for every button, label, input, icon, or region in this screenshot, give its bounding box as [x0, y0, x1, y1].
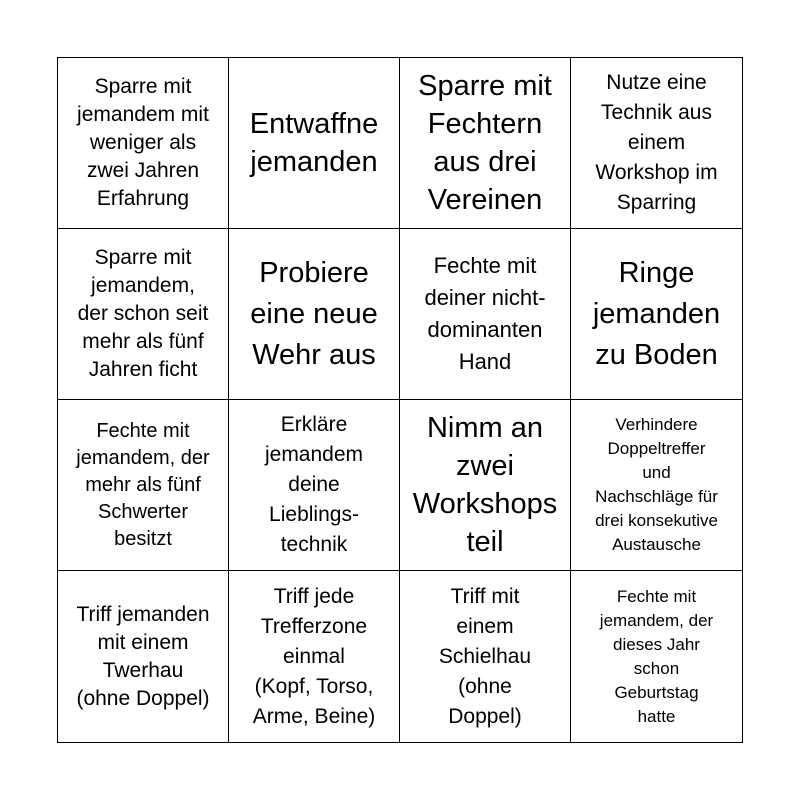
bingo-cell[interactable] — [58, 571, 229, 742]
bingo-cell-text: Fechte mit jemandem, der dieses Jahr schon Geburtstag hatte — [599, 586, 714, 726]
bingo-cell[interactable] — [229, 229, 400, 400]
bingo-cell-text: Triff jede Trefferzone einmal (Kopf, Torso, Arme, Beine) — [252, 584, 376, 728]
bingo-cell[interactable] — [400, 571, 571, 742]
bingo-cell-text: Sparre mit jemandem mit weniger als zwei Jahren Erfahrung — [77, 75, 209, 210]
bingo-cell-text: Sparre mit jemandem, der schon seit mehr als fünf Jahren ficht — [77, 246, 209, 381]
bingo-cell[interactable] — [400, 400, 571, 571]
bingo-cell-text: Triff jemanden mit einem Twerhau (ohne Doppel) — [76, 602, 210, 710]
bingo-cell-text: Nutze eine Technik aus einem Workshop im Sparring — [595, 71, 718, 214]
bingo-cell[interactable] — [229, 571, 400, 742]
bingo-cell[interactable] — [571, 400, 742, 571]
bingo-cell-text: Nimm an zwei Workshops teil — [412, 412, 558, 558]
bingo-board — [57, 57, 743, 743]
bingo-cell[interactable] — [58, 400, 229, 571]
bingo-cell-text: Verhindere Doppeltreffer und Nachschläge für drei konsekutive Austausche — [595, 415, 718, 554]
bingo-cell[interactable] — [229, 400, 400, 571]
bingo-cell[interactable] — [571, 58, 742, 229]
bingo-cell[interactable] — [58, 229, 229, 400]
bingo-cell[interactable] — [571, 571, 742, 742]
bingo-cell[interactable] — [571, 229, 742, 400]
bingo-cell-text: Probiere eine neue Wehr aus — [250, 256, 378, 371]
bingo-cell-text: Entwaffne jemanden — [249, 108, 379, 178]
bingo-cell[interactable] — [229, 58, 400, 229]
bingo-cell[interactable] — [400, 58, 571, 229]
bingo-cell-text: Triff mit einem Schielhau (ohne Doppel) — [438, 584, 532, 728]
bingo-cell-text: Fechte mit jemandem, der mehr als fünf Schwerter besitzt — [76, 419, 210, 550]
bingo-cell-text: Sparre mit Fechtern aus drei Vereinen — [418, 70, 552, 216]
bingo-cell[interactable] — [58, 58, 229, 229]
bingo-cell[interactable] — [400, 229, 571, 400]
bingo-cell-text: Fechte mit deiner nicht- dominanten Hand — [424, 253, 546, 374]
bingo-cell-text: Erkläre jemandem deine Lieblings- technik — [264, 413, 364, 556]
bingo-cell-text: Ringe jemanden zu Boden — [592, 256, 721, 371]
